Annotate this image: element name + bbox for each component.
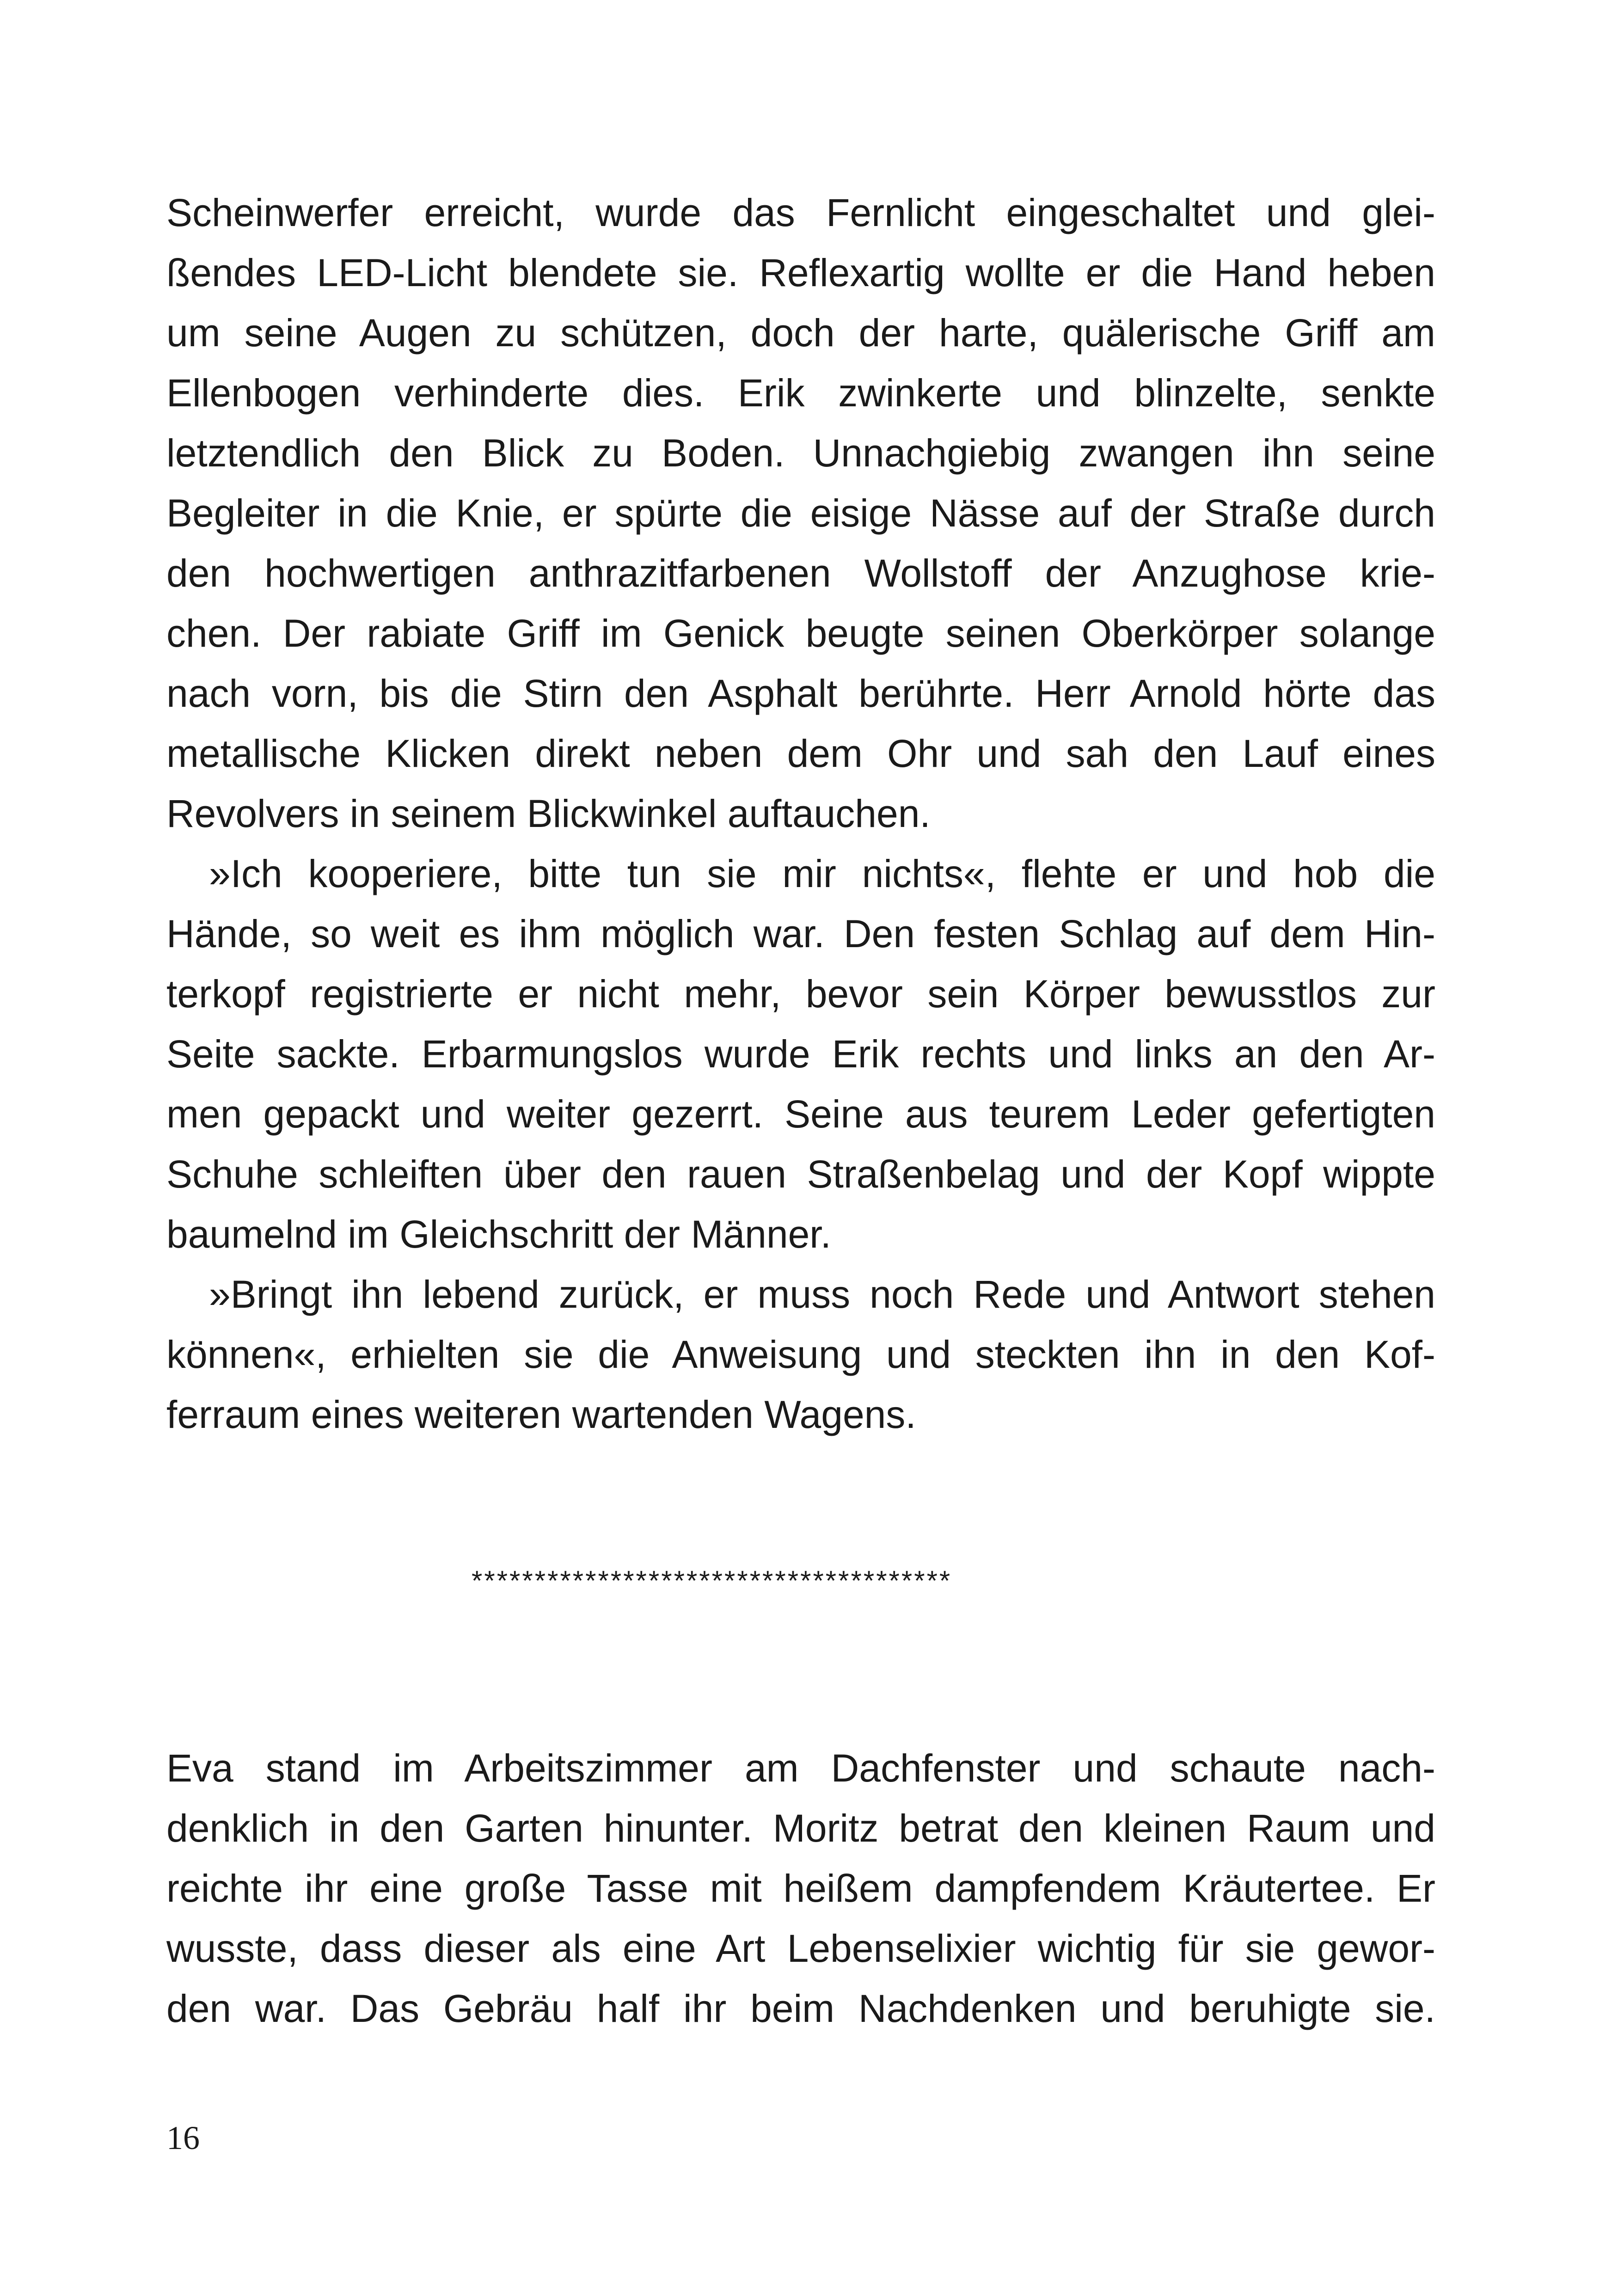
scene-separator: **************************************: [472, 1565, 952, 1596]
text-line: ßendes LED-Licht blendete sie. Reflexartig wollte er die Hand heben: [166, 251, 1435, 294]
text-line: Revolvers in seinem Blickwinkel auftauchen.: [166, 792, 931, 835]
text-line: können«, erhielten sie die Anweisung und steckten ihn in den Kof-: [166, 1333, 1435, 1376]
text-line: Schuhe schleiften über den rauen Straßenbelag und der Kopf wippte: [166, 1152, 1435, 1196]
text-line: den war. Das Gebräu half ihr beim Nachdenken und beruhigte sie.: [166, 1987, 1435, 2030]
text-line: reichte ihr eine große Tasse mit heißem dampfendem Kräutertee. Er: [166, 1867, 1435, 1910]
text-line: chen. Der rabiate Griff im Genick beugte seinen Oberkörper solange: [166, 612, 1435, 655]
text-line: wusste, dass dieser als eine Art Lebenselixier wichtig für sie gewor-: [166, 1927, 1435, 1970]
text-line: letztendlich den Blick zu Boden. Unnachgiebig zwangen ihn seine: [166, 431, 1435, 475]
text-line: Begleiter in die Knie, er spürte die eisige Nässe auf der Straße durch: [166, 491, 1435, 535]
text-line: Ellenbogen verhinderte dies. Erik zwinkerte und blinzelte, senkte: [166, 371, 1435, 415]
text-line: terkopf registrierte er nicht mehr, bevor sein Körper bewusstlos zur: [166, 972, 1435, 1016]
text-line: »Bringt ihn lebend zurück, er muss noch Rede und Antwort stehen: [209, 1273, 1435, 1316]
text-line: ferraum eines weiteren wartenden Wagens.: [166, 1393, 916, 1436]
text-line: nach vorn, bis die Stirn den Asphalt berührte. Herr Arnold hörte das: [166, 672, 1435, 715]
text-line: Eva stand im Arbeitszimmer am Dachfenster und schaute nach-: [166, 1746, 1435, 1790]
text-line: Seite sackte. Erbarmungslos wurde Erik rechts und links an den Ar-: [166, 1032, 1435, 1076]
text-line: »Ich kooperiere, bitte tun sie mir nichts«, flehte er und hob die: [209, 852, 1435, 895]
text-line: baumelnd im Gleichschritt der Männer.: [166, 1212, 831, 1256]
text-line: metallische Klicken direkt neben dem Ohr und sah den Lauf eines: [166, 732, 1435, 775]
text-line: Hände, so weit es ihm möglich war. Den festen Schlag auf dem Hin-: [166, 912, 1435, 955]
text-line: den hochwertigen anthrazitfarbenen Wollstoff der Anzughose krie-: [166, 551, 1435, 595]
text-line: denklich in den Garten hinunter. Moritz betrat den kleinen Raum und: [166, 1806, 1435, 1850]
page-number: 16: [166, 2119, 200, 2156]
text-line: men gepackt und weiter gezerrt. Seine aus teurem Leder gefertigten: [166, 1092, 1435, 1136]
text-line: um seine Augen zu schützen, doch der harte, quälerische Griff am: [166, 311, 1435, 355]
text-line: Scheinwerfer erreicht, wurde das Fernlicht eingeschaltet und glei-: [166, 191, 1435, 234]
